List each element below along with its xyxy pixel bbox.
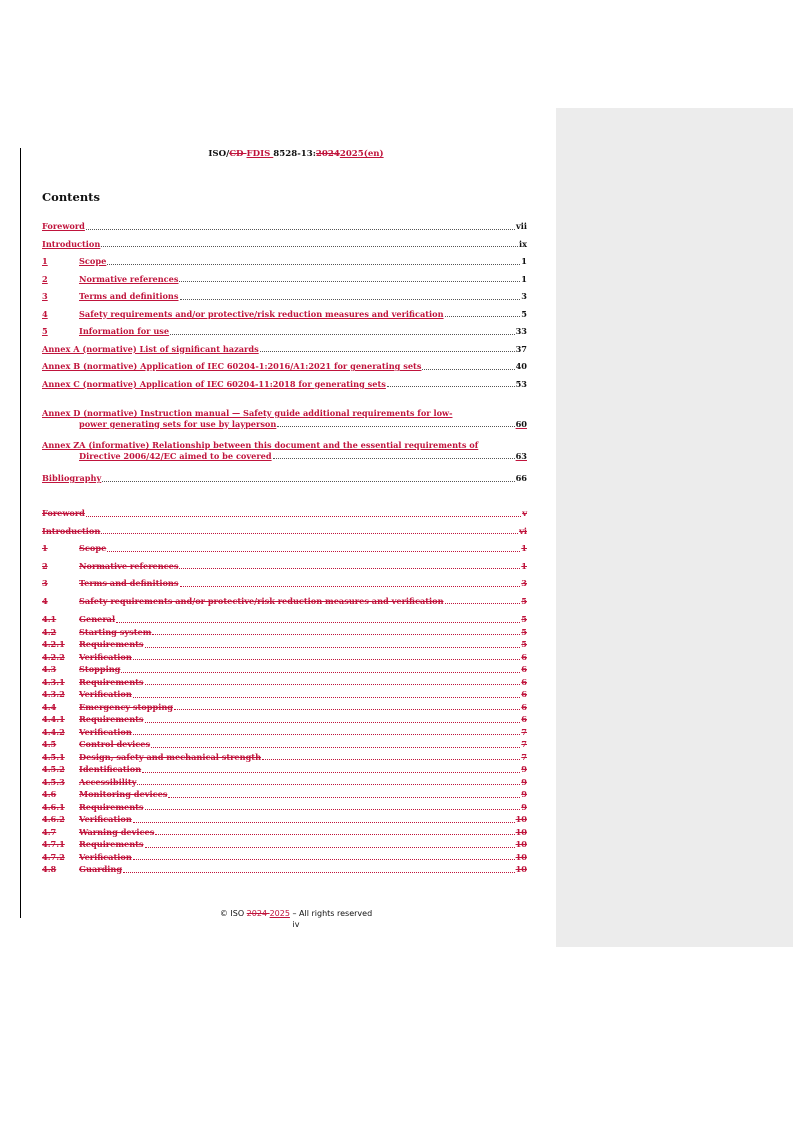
toc-entry-title: Requirements bbox=[79, 839, 144, 849]
toc-entry-page: 3 bbox=[521, 578, 527, 588]
toc-entry-page: 1 bbox=[521, 560, 527, 571]
toc-annex-d[interactable] bbox=[42, 408, 527, 429]
toc-entry-number: 4 bbox=[42, 308, 48, 319]
toc-annex-d-page: 60 bbox=[515, 418, 527, 429]
toc-entry-number: 3 bbox=[42, 578, 48, 588]
toc-annex-za-line1: Annex ZA (informative) Relationship between this document and the essential requirements of bbox=[42, 440, 479, 450]
footer-suffix: – All rights reserved bbox=[289, 909, 373, 918]
toc-entry[interactable] bbox=[42, 291, 527, 302]
footer-inserted-year: 2025 bbox=[269, 909, 290, 918]
toc-entry-page: 6 bbox=[521, 714, 527, 724]
footer-page-number: iv bbox=[292, 920, 300, 929]
toc-entry-title: Verification bbox=[79, 689, 132, 699]
toc-entry-title: Information for use bbox=[79, 326, 170, 336]
toc-entry[interactable] bbox=[42, 714, 527, 725]
toc-entry-number: 4.5.1 bbox=[42, 751, 65, 762]
toc-entry-page: 1 bbox=[521, 256, 527, 266]
toc-entry-number: 4.7.1 bbox=[42, 839, 65, 849]
toc-entry-title: Emergency stopping bbox=[79, 701, 173, 712]
toc-entry[interactable] bbox=[42, 379, 527, 390]
header-inserted-stage: FDIS bbox=[246, 149, 274, 159]
toc-entry[interactable] bbox=[42, 561, 527, 572]
toc-entry-title: Annex A (normative) List of significant hazards bbox=[42, 343, 259, 354]
header-deleted-year: 2024 bbox=[315, 149, 340, 159]
toc-entry-title: Starting system bbox=[79, 626, 152, 637]
toc-entry[interactable] bbox=[42, 578, 527, 589]
toc-entry-title: Scope bbox=[79, 256, 107, 266]
toc-entry-number: 4.3.1 bbox=[42, 676, 65, 687]
toc-entry-title: Accessibility bbox=[79, 776, 137, 787]
toc-entry-number: 4.6.1 bbox=[42, 801, 65, 812]
toc-entry-title: Warning devices bbox=[79, 826, 155, 837]
toc-entry-number: 4.4.1 bbox=[42, 714, 65, 724]
toc-entry-page: 5 bbox=[521, 595, 527, 606]
toc-entry[interactable] bbox=[42, 789, 527, 800]
toc-entry[interactable] bbox=[42, 361, 527, 372]
toc-new bbox=[42, 221, 527, 396]
toc-entry-page: 10 bbox=[515, 814, 527, 824]
toc-entry-page: 9 bbox=[521, 789, 527, 799]
toc-entry[interactable] bbox=[42, 344, 527, 355]
toc-entry[interactable] bbox=[42, 526, 527, 537]
toc-entry-page: vi bbox=[519, 525, 527, 536]
toc-entry[interactable] bbox=[42, 221, 527, 232]
toc-entry-number: 4.3.2 bbox=[42, 689, 65, 699]
toc-entry-page: 6 bbox=[521, 701, 527, 712]
change-bar bbox=[20, 148, 21, 918]
toc-entry[interactable] bbox=[42, 839, 527, 850]
toc-entry-title: Requirements bbox=[79, 801, 144, 812]
toc-entry-page: 6 bbox=[521, 651, 527, 662]
toc-entry-number: 4.6.2 bbox=[42, 814, 65, 824]
header-deleted-stage: CD bbox=[229, 149, 247, 159]
toc-entry-page: 33 bbox=[515, 326, 527, 336]
toc-entry-title: Normative references bbox=[79, 273, 179, 284]
toc-entry-page: 1 bbox=[521, 543, 527, 553]
page-header bbox=[40, 148, 552, 160]
toc-entry-number: 3 bbox=[42, 291, 48, 301]
toc-entry-title: Requirements bbox=[79, 714, 144, 724]
toc-entry[interactable] bbox=[42, 814, 527, 825]
toc-entry-number: 4.2.1 bbox=[42, 639, 65, 649]
toc-entry-page: 53 bbox=[515, 378, 527, 389]
toc-entry-title: Requirements bbox=[79, 676, 144, 687]
toc-entry-title: Terms and definitions bbox=[79, 578, 179, 588]
toc-entry-number: 4.5 bbox=[42, 739, 57, 749]
toc-entry-number: 4.4 bbox=[42, 701, 57, 712]
toc-entry-number: 4.8 bbox=[42, 864, 57, 874]
toc-entry-number: 1 bbox=[42, 256, 48, 266]
toc-entry[interactable] bbox=[42, 274, 527, 285]
toc-entry-title: Identification bbox=[79, 764, 142, 774]
toc-entry-title: Annex C (normative) Application of IEC 60204-11:2018 for generating sets bbox=[42, 378, 386, 389]
toc-entry[interactable] bbox=[42, 239, 527, 250]
toc-entry-page: 10 bbox=[515, 864, 527, 874]
toc-entry-title: Verification bbox=[79, 726, 132, 737]
toc-entry-number: 4.3 bbox=[42, 664, 57, 674]
toc-entry[interactable] bbox=[42, 664, 527, 675]
toc-entry-page: 9 bbox=[521, 801, 527, 812]
toc-entry[interactable] bbox=[42, 802, 527, 813]
toc-entry-page: 1 bbox=[521, 273, 527, 284]
toc-entry-page: v bbox=[522, 508, 527, 518]
toc-entry[interactable] bbox=[42, 508, 527, 519]
toc-entry-page: 7 bbox=[521, 739, 527, 749]
toc-entry-number: 4.7.2 bbox=[42, 851, 65, 862]
toc-annex-d-line1: Annex D (normative) Instruction manual — Safety guide additional requirements for low- bbox=[42, 408, 453, 418]
toc-old-sub bbox=[42, 614, 527, 877]
toc-entry[interactable] bbox=[42, 702, 527, 713]
header-number: 8528-13: bbox=[273, 149, 316, 159]
toc-entry[interactable] bbox=[42, 614, 527, 625]
toc-entry[interactable] bbox=[42, 727, 527, 738]
toc-entry-page: 40 bbox=[515, 361, 527, 371]
toc-entry-title: Verification bbox=[79, 814, 132, 824]
toc-entry[interactable] bbox=[42, 677, 527, 688]
toc-entry-page: 6 bbox=[521, 676, 527, 687]
toc-entry-title: Monitoring devices bbox=[79, 789, 168, 799]
page-footer bbox=[40, 908, 552, 930]
toc-entry-title: Foreword bbox=[42, 221, 85, 231]
header-prefix: ISO/ bbox=[208, 149, 230, 159]
toc-entry-page: 7 bbox=[521, 751, 527, 762]
toc-bibliography[interactable] bbox=[42, 473, 527, 484]
toc-annex-d-line2: power generating sets for use by layperson bbox=[79, 418, 277, 429]
toc-entry-number: 4.7 bbox=[42, 826, 57, 837]
toc-annex-za[interactable] bbox=[42, 440, 527, 461]
toc-entry-title: Safety requirements and/or protective/risk reduction measures and verification bbox=[79, 308, 444, 319]
toc-entry-page: 10 bbox=[515, 839, 527, 849]
toc-entry-number: 4.6 bbox=[42, 789, 57, 799]
toc-entry-page: ix bbox=[519, 238, 527, 249]
toc-entry-title: Annex B (normative) Application of IEC 60204-1:2016/A1:2021 for generating sets bbox=[42, 361, 422, 371]
toc-entry-title: Introduction bbox=[42, 525, 101, 536]
toc-entry[interactable] bbox=[42, 596, 527, 607]
toc-entry-number: 4.4.2 bbox=[42, 726, 65, 737]
toc-entry-page: 3 bbox=[521, 291, 527, 301]
contents-title: Contents bbox=[42, 190, 100, 204]
toc-entry-page: 7 bbox=[521, 726, 527, 737]
toc-annex-za-page: 63 bbox=[515, 450, 527, 461]
toc-entry[interactable] bbox=[42, 764, 527, 775]
toc-entry-number: 2 bbox=[42, 560, 48, 571]
comment-pane bbox=[556, 108, 793, 947]
toc-entry-page: 9 bbox=[521, 764, 527, 774]
toc-bibliography-page: 66 bbox=[515, 473, 527, 483]
toc-entry[interactable] bbox=[42, 777, 527, 788]
footer-deleted-year: 2024 bbox=[246, 909, 270, 918]
toc-entry[interactable] bbox=[42, 543, 527, 554]
toc-entry[interactable] bbox=[42, 627, 527, 638]
toc-entry-number: 4.5.2 bbox=[42, 764, 65, 774]
toc-entry[interactable] bbox=[42, 739, 527, 750]
toc-entry-title: General bbox=[79, 614, 116, 624]
toc-entry-title: Scope bbox=[79, 543, 107, 553]
toc-old bbox=[42, 508, 527, 613]
toc-entry-number: 4.2.2 bbox=[42, 651, 65, 662]
toc-entry-page: 9 bbox=[521, 776, 527, 787]
toc-entry[interactable] bbox=[42, 309, 527, 320]
toc-entry-title: Design, safety and mechanical strength bbox=[79, 751, 262, 762]
toc-entry[interactable] bbox=[42, 827, 527, 838]
toc-entry[interactable] bbox=[42, 256, 527, 267]
toc-entry-page: 10 bbox=[515, 826, 527, 837]
toc-entry-page: 6 bbox=[521, 664, 527, 674]
toc-entry-title: Control devices bbox=[79, 739, 151, 749]
footer-copyright: © ISO bbox=[219, 909, 247, 918]
toc-entry-page: 37 bbox=[515, 343, 527, 354]
toc-entry[interactable] bbox=[42, 852, 527, 863]
toc-entry-title: Safety requirements and/or protective/risk reduction measures and verification bbox=[79, 595, 444, 606]
toc-annex-za-line2: Directive 2006/42/EC aimed to be covered bbox=[79, 450, 272, 461]
toc-entry-page: 5 bbox=[521, 308, 527, 319]
toc-entry-title: Normative references bbox=[79, 560, 179, 571]
toc-entry[interactable] bbox=[42, 864, 527, 875]
toc-entry-number: 4.2 bbox=[42, 626, 57, 637]
toc-entry-title: Requirements bbox=[79, 639, 144, 649]
toc-entry-number: 4.1 bbox=[42, 614, 57, 624]
toc-entry-title: Guarding bbox=[79, 864, 123, 874]
toc-entry-page: vii bbox=[516, 221, 527, 231]
toc-entry-number: 4.5.3 bbox=[42, 776, 65, 787]
toc-entry-title: Stopping bbox=[79, 664, 121, 674]
toc-entry-number: 5 bbox=[42, 326, 48, 336]
toc-entry[interactable] bbox=[42, 652, 527, 663]
toc-entry[interactable] bbox=[42, 326, 527, 337]
toc-entry-title: Introduction bbox=[42, 238, 101, 249]
toc-entry-page: 5 bbox=[521, 639, 527, 649]
toc-entry[interactable] bbox=[42, 639, 527, 650]
toc-entry-title: Verification bbox=[79, 651, 132, 662]
toc-entry-page: 6 bbox=[521, 689, 527, 699]
header-inserted-year: 2025(en) bbox=[339, 149, 384, 159]
toc-entry-title: Foreword bbox=[42, 508, 85, 518]
toc-entry[interactable] bbox=[42, 752, 527, 763]
toc-entry-page: 5 bbox=[521, 614, 527, 624]
toc-entry-number: 1 bbox=[42, 543, 48, 553]
toc-entry-number: 4 bbox=[42, 595, 48, 606]
toc-entry-page: 10 bbox=[515, 851, 527, 862]
toc-entry-number: 2 bbox=[42, 273, 48, 284]
toc-entry[interactable] bbox=[42, 689, 527, 700]
toc-entry-page: 5 bbox=[521, 626, 527, 637]
toc-bibliography-title: Bibliography bbox=[42, 473, 102, 483]
toc-entry-title: Terms and definitions bbox=[79, 291, 179, 301]
toc-entry-title: Verification bbox=[79, 851, 132, 862]
